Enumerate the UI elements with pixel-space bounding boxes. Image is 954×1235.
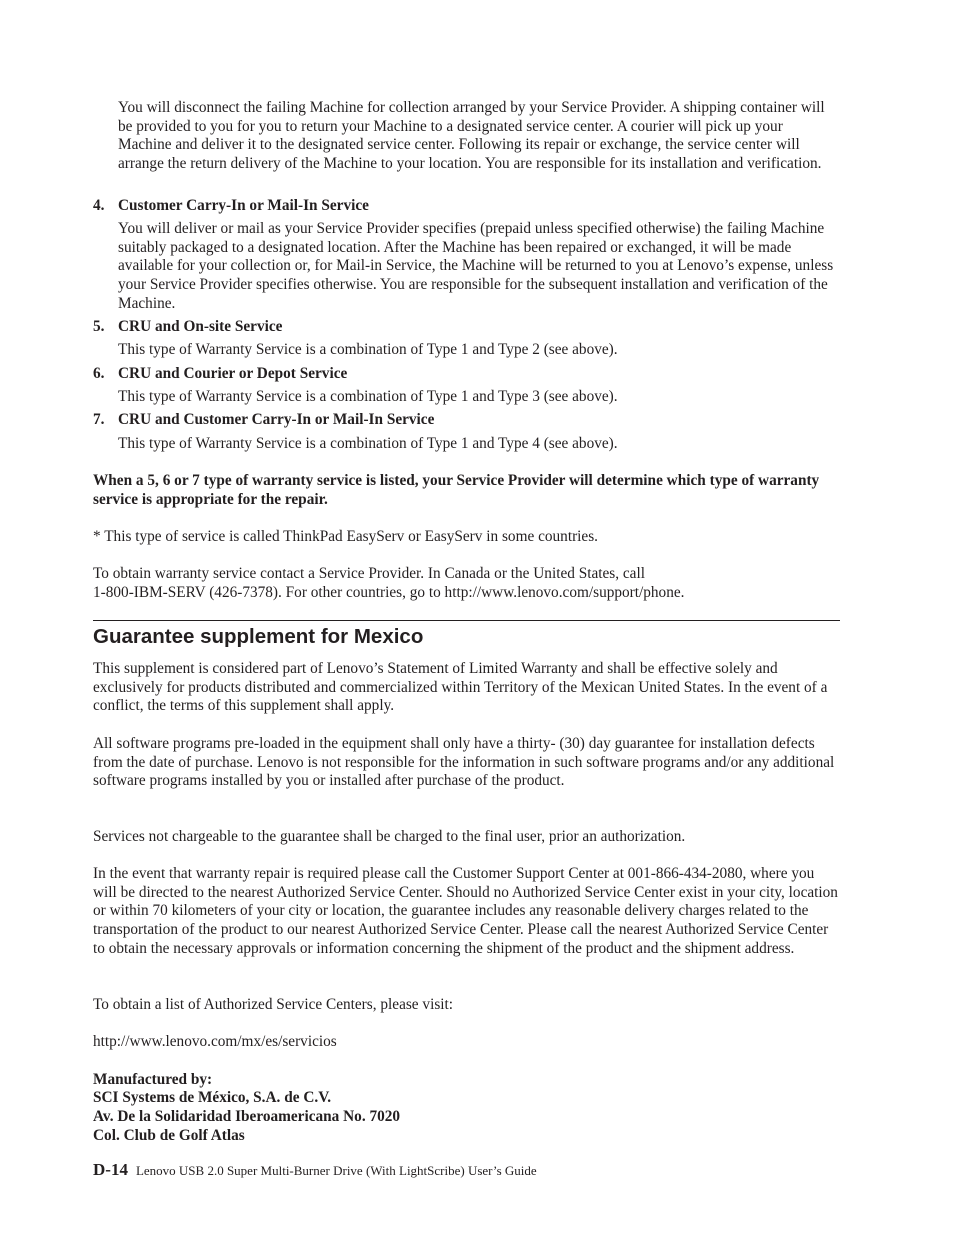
contact-line-2: 1-800-IBM-SERV (426-7378). For other countries, go to http://www.lenovo.com/support/phone. — [93, 584, 685, 601]
manufacturer-line: Av. De la Solidaridad Iberoamericana No. 7020 — [93, 1108, 401, 1125]
section-divider — [93, 620, 840, 621]
list-item-title — [93, 197, 369, 216]
footer-doc-title: Lenovo USB 2.0 Super Multi-Burner Drive (With LightScribe) User’s Guide — [135, 1163, 537, 1178]
list-item-title — [93, 365, 347, 384]
list-item-title — [93, 411, 434, 430]
list-item-number: 7. — [93, 411, 105, 428]
list-item-number: 4. — [93, 197, 105, 214]
list-item-body: This type of Warranty Service is a combination of Type 1 and Type 3 (see above). — [118, 388, 618, 405]
bold-note: When a 5, 6 or 7 type of warranty service is listed, your Service Provider will determine which type of warranty service is appropriate for the repair. — [93, 472, 820, 508]
mexico-paragraph-2: All software programs pre-loaded in the equipment shall only have a thirty- (30) day guarantee for installation defects from the date of purchase. Lenovo is not responsible for the information in such software programs and/or any additional software programs installed by you or installed after purchase of the product. — [93, 735, 835, 790]
list-item-label: Customer Carry-In or Mail-In Service — [118, 197, 369, 214]
list-item-number: 6. — [93, 365, 105, 382]
list-item-body: This type of Warranty Service is a combination of Type 1 and Type 2 (see above). — [118, 341, 618, 358]
intro-paragraph: You will disconnect the failing Machine for collection arranged by your Service Provider. A shipping container will be provided to you for you to return your Machine to a designated service center. A courier will pick up your Machine and deliver it to the designated service center. Following its repair or exchange, the service center will arrange the return delivery of the Machine to your location. You are responsible for its installation and verification. — [118, 99, 825, 173]
list-item-label: CRU and Customer Carry-In or Mail-In Service — [118, 411, 435, 428]
manufacturer-line: Manufactured by: — [93, 1071, 213, 1088]
list-item-body: This type of Warranty Service is a combination of Type 1 and Type 4 (see above). — [118, 435, 618, 452]
page-number: D-14 — [93, 1160, 128, 1179]
mexico-paragraph-4: In the event that warranty repair is required please call the Customer Support Center at 001-866-434-2080, where you will be directed to the nearest Authorized Service Center. Should no Authorized Service Center exist in your city, location or within 70 kilometers of your city or location, the guarantee includes any reasonable delivery charges related to the transportation of the product to our nearest Authorized Service Center. Please call the nearest Authorized Service Center to obtain the necessary approvals or information concerning the shipment of the product and the shipment address. — [93, 865, 838, 957]
footnote: * This type of service is called ThinkPad EasyServ or EasyServ in some countries. — [93, 528, 598, 545]
list-item-label: CRU and On-site Service — [118, 318, 283, 335]
mexico-paragraph-5: To obtain a list of Authorized Service Centers, please visit: — [93, 996, 454, 1013]
list-item-number: 5. — [93, 318, 105, 335]
list-item-body: You will deliver or mail as your Service Provider specifies (prepaid unless specified otherwise) the failing Machine suitably packaged to a designated location. After the Machine has been repaired or exchanged, it will be made available for your collection or, for Mail-in Service, the Machine will be returned to you at Lenovo’s expense, unless your Service Provider specifies otherwise. You are responsible for the subsequent installation and verification of the Machine. — [118, 220, 834, 312]
contact-line-1: To obtain warranty service contact a Service Provider. In Canada or the United States, call — [93, 565, 645, 582]
list-item-label: CRU and Courier or Depot Service — [118, 365, 348, 382]
list-item-title — [93, 318, 282, 337]
manufacturer-line: Col. Club de Golf Atlas — [93, 1127, 245, 1144]
page-footer — [93, 1161, 537, 1181]
mexico-paragraph-1: This supplement is considered part of Lenovo’s Statement of Limited Warranty and shall be effective solely and exclusively for products distributed and commercialized within Territory of the Mexican United States. In the event of a conflict, the terms of this supplement shall apply. — [93, 660, 828, 715]
service-centers-link[interactable]: http://www.lenovo.com/mx/es/servicios — [93, 1033, 337, 1050]
manufacturer-line: SCI Systems de México, S.A. de C.V. — [93, 1089, 332, 1106]
mexico-paragraph-3: Services not chargeable to the guarantee shall be charged to the final user, prior an authorization. — [93, 828, 686, 845]
section-heading: Guarantee supplement for Mexico — [93, 625, 424, 648]
